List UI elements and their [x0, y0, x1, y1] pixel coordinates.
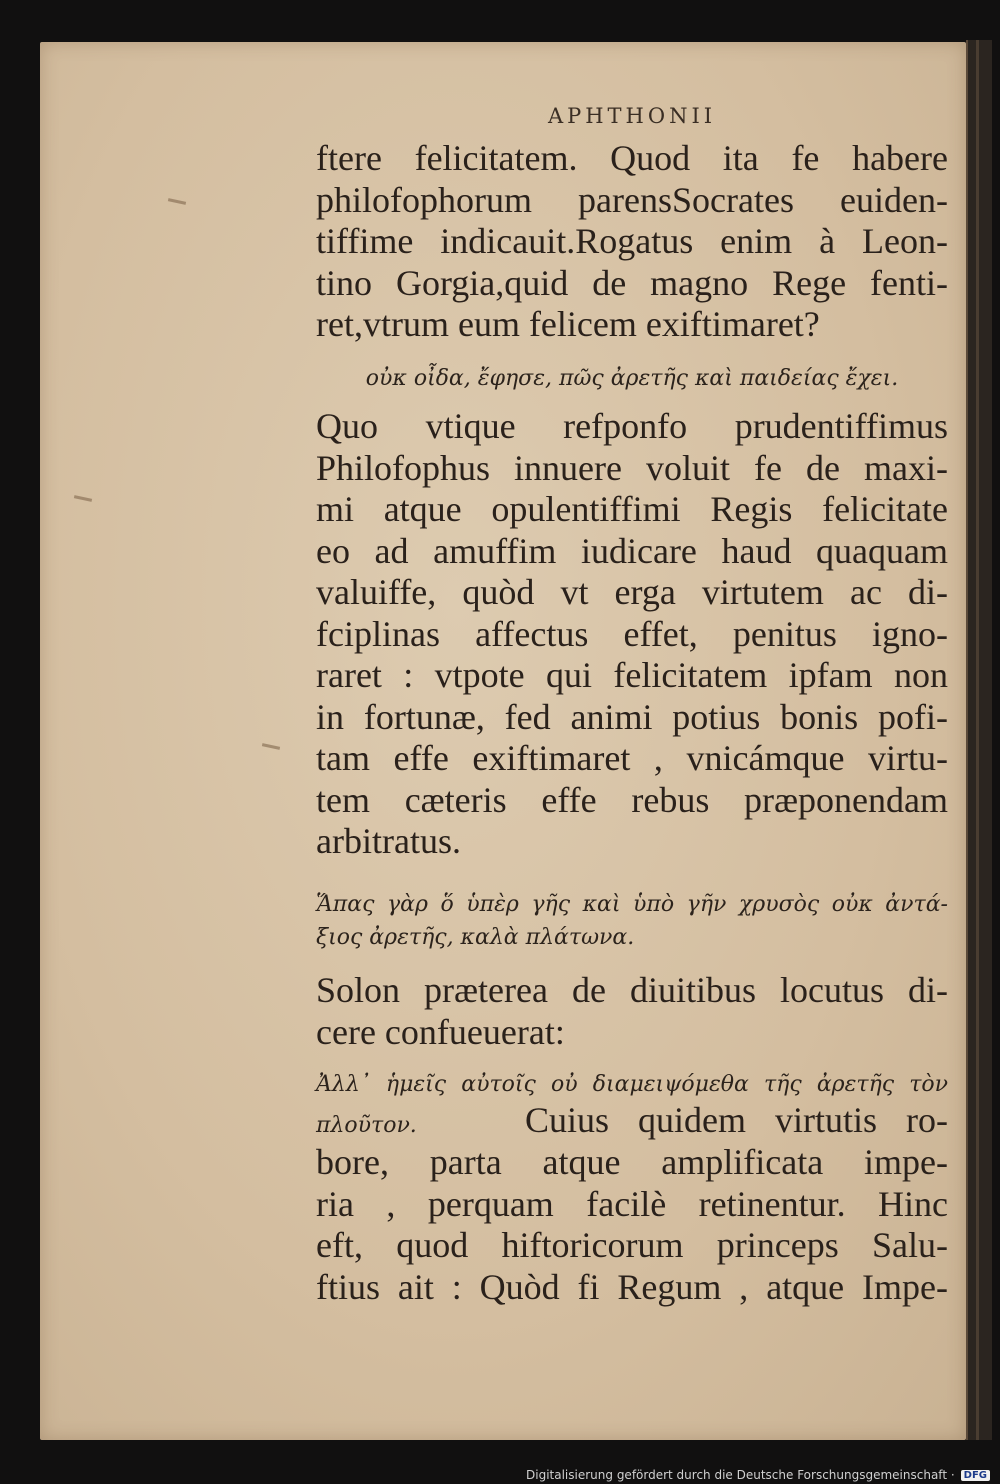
text-block-4 [316, 1142, 948, 1308]
greek-quote-3 [316, 1068, 948, 1101]
mixed-text-line [316, 1100, 948, 1142]
text-block-2 [316, 406, 948, 863]
book-edge [966, 40, 992, 1440]
text-line: ftere felicitatem. Quod ita fe habere [316, 138, 948, 178]
text-block-1 [316, 138, 948, 346]
text-line: ria , perquam facilè retinentur. Hinc [316, 1183, 948, 1224]
text-line: tem cæteris effe rebus præponendam [316, 779, 948, 820]
text-line: valuiffe, quòd vt erga virtutem ac di- [316, 572, 948, 612]
text-block-3 [316, 970, 948, 1053]
text-line: mi atque opulentiffimi Regis felicitate [316, 489, 948, 529]
latin-fragment: Cuius quidem virtutis ro- [525, 1100, 948, 1140]
text-line: cere confueuerat: [316, 1011, 565, 1052]
text-line: tino Gorgia,quid de magno Rege fenti- [316, 262, 948, 303]
text-line: tam effe exiftimaret , vnicámque virtu- [316, 738, 948, 778]
text-line: fciplinas affectus effet, penitus igno- [316, 613, 948, 654]
text-line: eft, quod hiftoricorum princeps Salu- [316, 1225, 948, 1265]
text-line: raret : vtpote qui felicitatem ipfam non [316, 655, 948, 695]
text-line: arbitratus. [316, 821, 461, 861]
footer-text: Digitalisierung gefördert durch die Deutsche Forschungsgemeinschaft · [526, 1468, 955, 1482]
greek-line: Ἀλλ᾽ ἡμεῖς αὐτοῖς οὐ διαμειψόμεθα τῆς ἀρετῆς τὸν [316, 1072, 948, 1097]
text-line: Quo vtique refponfo prudentiffimus [316, 406, 948, 446]
greek-quote-1 [316, 362, 948, 395]
text-line: philofophorum parensSocrates euiden- [316, 179, 948, 220]
text-line: ret,vtrum eum felicem exiftimaret? [316, 304, 820, 344]
text-line: Philofophus innuere voluit fe de maxi- [316, 447, 948, 488]
digitization-footer [526, 1468, 990, 1482]
dfg-logo: DFG [961, 1470, 990, 1481]
text-line: tiffime indicauit.Rogatus enim à Leon- [316, 221, 948, 261]
running-header: APHTHONII [547, 104, 717, 128]
greek-quote-2 [316, 888, 948, 954]
greek-line: Ἅπας γὰρ ὅ ὑπὲρ γῆς καὶ ὑπὸ γῆν χρυσὸς οὐκ ἀντά- [316, 892, 948, 917]
greek-fragment: πλοῦτον. [316, 1113, 417, 1138]
greek-line: οὐκ οἶδα, ἔφησε, πῶς ἀρετῆς καὶ παιδείας ἔχει. [365, 366, 899, 391]
greek-line: ξιος ἀρετῆς, καλὰ πλάτωνα. [316, 925, 635, 950]
text-line: ftius ait : Quòd fi Regum , atque Impe- [316, 1266, 948, 1307]
text-line: in fortunæ, fed animi potius bonis pofi- [316, 696, 948, 737]
text-line: bore, parta atque amplificata impe- [316, 1142, 948, 1182]
text-line: Solon præterea de diuitibus locutus di- [316, 970, 948, 1010]
mixed-line [316, 1100, 948, 1142]
text-line: eo ad amuffim iudicare haud quaquam [316, 530, 948, 571]
